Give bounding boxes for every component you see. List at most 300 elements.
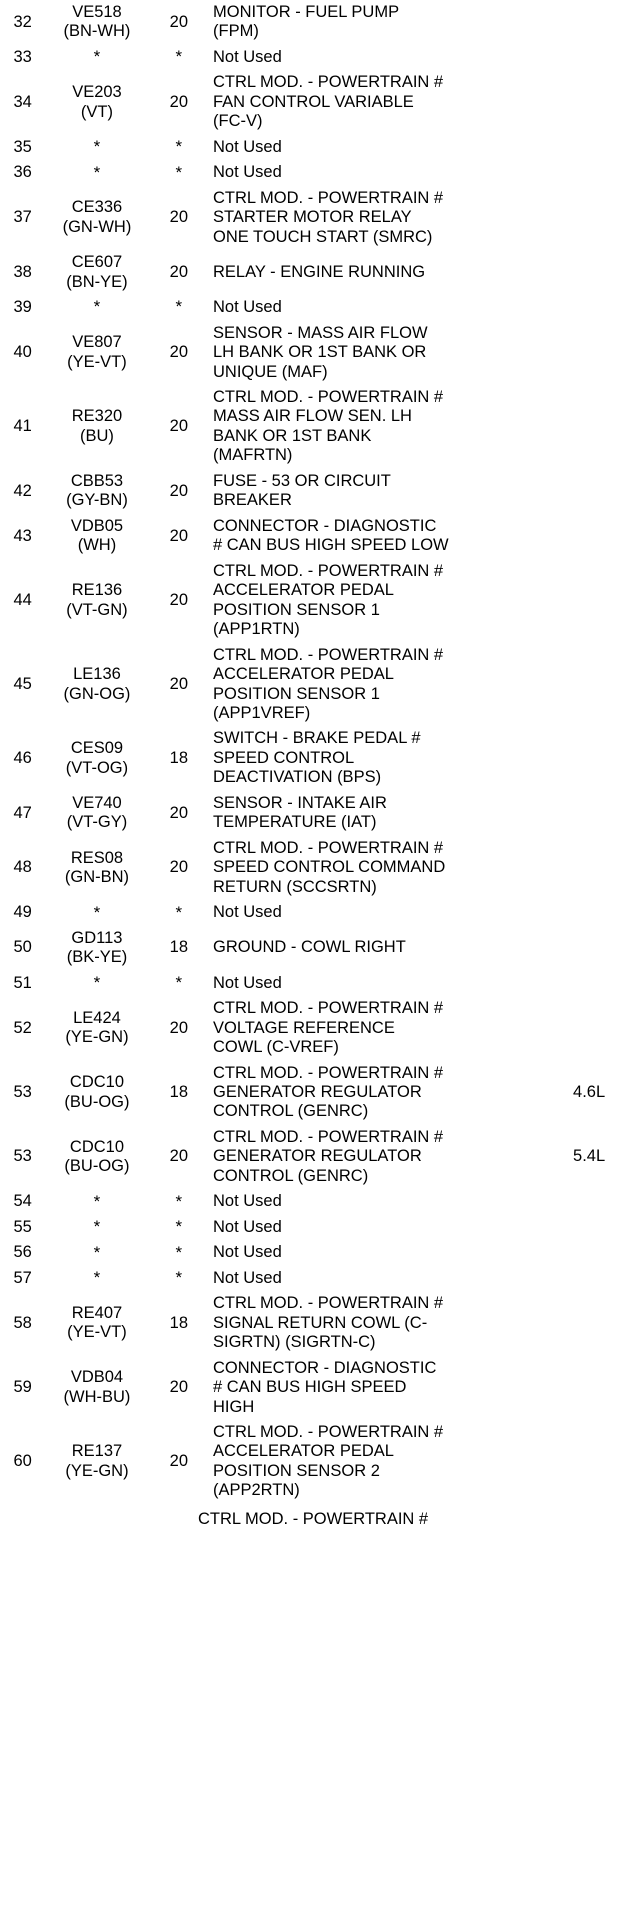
circuit-code: *: [93, 297, 101, 317]
pin-cell: [0, 726, 45, 790]
circuit-wrap: [45, 404, 148, 449]
note-cell: [571, 385, 640, 469]
note-value: [571, 305, 640, 311]
description-line: FAN CONTROL VARIABLE: [213, 92, 414, 111]
circuit-cell: [45, 836, 148, 900]
circuit-wrap: [45, 1135, 148, 1180]
description-cell: [209, 469, 571, 514]
circuit-cell: [45, 0, 148, 45]
table-row: [0, 559, 640, 643]
gauge-cell: [149, 926, 209, 971]
gauge-value: 20: [169, 1378, 189, 1397]
gauge-cell: [149, 643, 209, 727]
gauge-cell: [149, 1266, 209, 1291]
description-wrap: [209, 385, 571, 469]
description-line: CTRL MOD. - POWERTRAIN #: [213, 999, 444, 1018]
gauge-cell: [149, 70, 209, 134]
description-line: SENSOR - INTAKE AIR: [213, 793, 387, 812]
circuit-wrap: [45, 1301, 148, 1346]
pin-cell: [0, 1125, 45, 1189]
description-line: (MAFRTN): [213, 446, 293, 465]
table-row: [0, 45, 640, 70]
circuit-wrap: [45, 1070, 148, 1115]
gauge-value: 18: [169, 1082, 189, 1101]
description-wrap: [209, 186, 571, 250]
gauge-value: *: [175, 1217, 183, 1237]
description-cell: [209, 1356, 571, 1420]
circuit-cell: [45, 1266, 148, 1291]
description-line: SIGNAL RETURN COWL (C-: [213, 1313, 428, 1332]
description-cell: [209, 321, 571, 385]
description-line: Not Used: [213, 903, 282, 922]
description-line: SPEED CONTROL COMMAND: [213, 858, 446, 877]
description-line: Not Used: [213, 1192, 282, 1211]
gauge-value: *: [175, 47, 183, 67]
pin-number: 34: [13, 92, 32, 111]
circuit-color: (BU-OG): [64, 1092, 130, 1111]
gauge-value: 20: [169, 590, 189, 609]
circuit-code: VE807: [72, 333, 122, 352]
pin-number: 58: [13, 1313, 32, 1332]
note-cell: [571, 295, 640, 320]
pin-number: 35: [13, 137, 32, 156]
continuation-text: CTRL MOD. - POWERTRAIN #: [198, 1509, 429, 1528]
description-wrap: [209, 1061, 571, 1125]
description-line: Not Used: [213, 1243, 282, 1262]
description-cell: [209, 643, 571, 727]
circuit-cell: [45, 1420, 148, 1504]
gauge-value: 20: [169, 208, 189, 227]
circuit-wrap: [45, 926, 148, 971]
circuit-cell: [45, 160, 148, 185]
circuit-color: (BU-OG): [64, 1157, 130, 1176]
gauge-value: 18: [169, 938, 189, 957]
description-wrap: [209, 321, 571, 385]
table-row: [0, 1356, 640, 1420]
note-value: [571, 910, 640, 916]
pin-cell: [0, 643, 45, 727]
circuit-cell: [45, 900, 148, 925]
table-row: [0, 1291, 640, 1355]
pin-cell: [0, 926, 45, 971]
pin-number: 36: [13, 163, 32, 182]
description-line: (FC-V): [213, 112, 263, 131]
circuit-color: (BU): [80, 426, 114, 445]
gauge-cell: [149, 791, 209, 836]
circuit-cell: [45, 321, 148, 385]
circuit-color: (WH): [77, 536, 117, 555]
note-cell: [571, 1189, 640, 1214]
description-wrap: [209, 260, 571, 285]
note-value: [571, 756, 640, 762]
gauge-value: 20: [169, 262, 189, 281]
circuit-wrap: [45, 1190, 148, 1215]
gauge-value: 20: [169, 858, 189, 877]
circuit-code: VE203: [72, 83, 122, 102]
circuit-cell: [45, 469, 148, 514]
description-line: SIGRTN) (SIGRTN-C): [213, 1333, 376, 1352]
gauge-value: *: [175, 1191, 183, 1211]
note-value: [571, 424, 640, 430]
table-row: [0, 996, 640, 1060]
description-wrap: [209, 836, 571, 900]
circuit-cell: [45, 643, 148, 727]
note-value: [571, 350, 640, 356]
note-cell: [571, 1215, 640, 1240]
circuit-wrap: [45, 662, 148, 707]
circuit-cell: [45, 45, 148, 70]
table-row: [0, 791, 640, 836]
description-line: POSITION SENSOR 1: [213, 600, 380, 619]
circuit-wrap: [45, 1266, 148, 1291]
description-line: BANK OR 1ST BANK: [213, 426, 372, 445]
pin-cell: [0, 971, 45, 996]
note-cell: [571, 514, 640, 559]
gauge-cell: [149, 1240, 209, 1265]
description-line: GENERATOR REGULATOR: [213, 1082, 422, 1101]
description-line: MASS AIR FLOW SEN. LH: [213, 407, 412, 426]
description-cell: [209, 1125, 571, 1189]
description-cell: [209, 926, 571, 971]
description-cell: [209, 791, 571, 836]
circuit-code: RE407: [71, 1303, 123, 1322]
pin-number: 39: [13, 298, 32, 317]
circuit-wrap: [45, 250, 148, 295]
gauge-value: 20: [169, 343, 189, 362]
circuit-color: (YE-GN): [65, 1028, 129, 1047]
gauge-cell: [149, 1356, 209, 1420]
description-line: Not Used: [213, 47, 282, 66]
description-line: CTRL MOD. - POWERTRAIN #: [213, 1423, 444, 1441]
description-line: CTRL MOD. - POWERTRAIN #: [213, 561, 444, 580]
circuit-wrap: [45, 135, 148, 160]
gauge-cell: [149, 726, 209, 790]
pin-cell: [0, 186, 45, 250]
description-line: CONTROL (GENRC): [213, 1166, 369, 1185]
circuit-cell: [45, 1125, 148, 1189]
description-line: LH BANK OR 1ST BANK OR: [213, 343, 427, 362]
circuit-wrap: [45, 330, 148, 375]
circuit-code: LE136: [73, 665, 121, 684]
description-line: CONTROL (GENRC): [213, 1102, 369, 1121]
pin-number: 37: [13, 208, 32, 227]
description-line: SENSOR - MASS AIR FLOW: [213, 323, 428, 342]
description-wrap: [209, 791, 571, 836]
description-cell: [209, 0, 571, 45]
circuit-wrap: [45, 1215, 148, 1240]
description-line: Not Used: [213, 1217, 282, 1236]
description-line: ACCELERATOR PEDAL: [213, 1442, 394, 1461]
description-cell: [209, 514, 571, 559]
gauge-value: 18: [169, 748, 189, 767]
description-wrap: [209, 1215, 571, 1240]
description-wrap: [209, 45, 571, 70]
description-wrap: [209, 295, 571, 320]
circuit-code: RES08: [70, 848, 124, 867]
circuit-cell: [45, 1356, 148, 1420]
circuit-wrap: [45, 971, 148, 996]
description-cell: [209, 45, 571, 70]
note-value: [571, 1025, 640, 1031]
gauge-value: 20: [169, 1018, 189, 1037]
circuit-wrap: [45, 736, 148, 781]
pin-number: 44: [13, 590, 32, 609]
description-line: VOLTAGE REFERENCE: [213, 1018, 395, 1037]
description-line: Not Used: [213, 1268, 282, 1287]
description-line: (FPM): [213, 22, 259, 41]
note-cell: [571, 321, 640, 385]
description-line: CONNECTOR - DIAGNOSTIC: [213, 1358, 437, 1377]
description-line: SPEED CONTROL: [213, 748, 355, 767]
gauge-cell: [149, 0, 209, 45]
circuit-wrap: [45, 1365, 148, 1410]
note-value: [571, 215, 640, 221]
note-cell: [571, 1356, 640, 1420]
pin-cell: [0, 1240, 45, 1265]
note-value: [571, 945, 640, 951]
circuit-cell: [45, 559, 148, 643]
description-cell: [209, 900, 571, 925]
pin-number: 55: [13, 1217, 32, 1236]
circuit-wrap: [45, 0, 148, 45]
description-line: (APP1RTN): [213, 620, 300, 639]
description-cell: [209, 250, 571, 295]
gauge-cell: [149, 45, 209, 70]
gauge-value: *: [175, 297, 183, 317]
description-wrap: [209, 135, 571, 160]
description-wrap: [209, 935, 571, 960]
table-row: [0, 643, 640, 727]
description-cell: [209, 836, 571, 900]
pin-number: 53: [13, 1082, 32, 1101]
circuit-cell: [45, 514, 148, 559]
circuit-code: *: [93, 1242, 101, 1262]
table-row: [0, 385, 640, 469]
pin-number: 48: [13, 858, 32, 877]
circuit-color: (GN-WH): [62, 217, 132, 236]
pin-cell: [0, 250, 45, 295]
note-cell: [571, 135, 640, 160]
circuit-code: RE136: [71, 581, 123, 600]
gauge-value: 20: [169, 1147, 189, 1166]
description-line: ACCELERATOR PEDAL: [213, 665, 394, 684]
table-row: [0, 514, 640, 559]
circuit-color: (BK-YE): [66, 948, 128, 967]
circuit-color: (GY-BN): [66, 491, 128, 510]
table-row: [0, 1215, 640, 1240]
note-cell: [571, 996, 640, 1060]
description-line: # CAN BUS HIGH SPEED LOW: [213, 536, 449, 555]
note-cell: [571, 1240, 640, 1265]
pin-cell: [0, 0, 45, 45]
note-value: [571, 1275, 640, 1281]
table-row: [0, 70, 640, 134]
circuit-code: GD113: [71, 928, 123, 947]
circuit-code: *: [93, 162, 101, 182]
description-cell: [209, 135, 571, 160]
table-row: [0, 0, 640, 45]
description-wrap: [209, 971, 571, 996]
pin-number: 59: [13, 1378, 32, 1397]
pin-cell: [0, 1356, 45, 1420]
note-cell: [571, 791, 640, 836]
pin-cell: [0, 836, 45, 900]
gauge-cell: [149, 135, 209, 160]
gauge-cell: [149, 1291, 209, 1355]
description-line: CTRL MOD. - POWERTRAIN #: [213, 645, 444, 664]
gauge-cell: [149, 836, 209, 900]
circuit-color: (BN-YE): [66, 272, 128, 291]
pin-number: 50: [13, 938, 32, 957]
circuit-cell: [45, 250, 148, 295]
description-line: RETURN (SCCSRTN): [213, 877, 377, 896]
note-value: [571, 145, 640, 151]
description-line: Not Used: [213, 298, 282, 317]
circuit-cell: [45, 1240, 148, 1265]
description-wrap: [209, 0, 571, 45]
circuit-code: *: [93, 973, 101, 993]
description-cell: [209, 295, 571, 320]
note-value: [571, 865, 640, 871]
table-row: [0, 160, 640, 185]
pin-number: 60: [13, 1452, 32, 1471]
note-cell: [571, 0, 640, 45]
description-line: TEMPERATURE (IAT): [213, 813, 377, 832]
description-wrap: [209, 1356, 571, 1420]
note-value: [571, 810, 640, 816]
gauge-value: 20: [169, 1452, 189, 1471]
note-cell: [571, 1420, 640, 1504]
pin-number: 40: [13, 343, 32, 362]
circuit-code: VDB05: [70, 516, 124, 535]
description-line: Not Used: [213, 163, 282, 182]
circuit-color: (YE-VT): [67, 352, 127, 371]
table-row: [0, 1240, 640, 1265]
pin-cell: [0, 135, 45, 160]
circuit-wrap: [45, 80, 148, 125]
description-wrap: [209, 514, 571, 559]
description-cell: [209, 1215, 571, 1240]
gauge-cell: [149, 1061, 209, 1125]
circuit-code: *: [93, 902, 101, 922]
description-cell: [209, 385, 571, 469]
note-cell: [571, 1266, 640, 1291]
pin-number: 57: [13, 1268, 32, 1287]
gauge-cell: [149, 469, 209, 514]
circuit-color: (BN-WH): [63, 22, 131, 41]
description-wrap: [209, 1291, 571, 1355]
note-cell: [571, 160, 640, 185]
description-line: CTRL MOD. - POWERTRAIN #: [213, 1127, 444, 1146]
circuit-cell: [45, 70, 148, 134]
description-wrap: [209, 643, 571, 727]
gauge-cell: [149, 385, 209, 469]
circuit-code: VE740: [72, 793, 122, 812]
circuit-color: (YE-VT): [67, 1323, 127, 1342]
pin-cell: [0, 160, 45, 185]
note-cell: [571, 643, 640, 727]
circuit-code: CDC10: [69, 1137, 125, 1156]
pin-cell: [0, 1266, 45, 1291]
pin-number: 47: [13, 803, 32, 822]
note-value: [571, 488, 640, 494]
gauge-cell: [149, 186, 209, 250]
note-value: [571, 270, 640, 276]
pin-cell: [0, 45, 45, 70]
description-line: RELAY - ENGINE RUNNING: [213, 262, 426, 281]
description-line: Not Used: [213, 973, 282, 992]
circuit-cell: [45, 996, 148, 1060]
circuit-wrap: [45, 295, 148, 320]
gauge-cell: [149, 514, 209, 559]
note-cell: [571, 971, 640, 996]
table-row: [0, 1266, 640, 1291]
description-line: SWITCH - BRAKE PEDAL #: [213, 729, 421, 748]
pin-cell: [0, 1420, 45, 1504]
description-line: DEACTIVATION (BPS): [213, 768, 382, 787]
circuit-cell: [45, 971, 148, 996]
note-cell: [571, 45, 640, 70]
circuit-cell: [45, 135, 148, 160]
pin-cell: [0, 1061, 45, 1125]
note-value: [571, 980, 640, 986]
table-row: [0, 900, 640, 925]
circuit-color: (VT-GY): [66, 813, 128, 832]
table-row: [0, 469, 640, 514]
circuit-wrap: [45, 45, 148, 70]
circuit-cell: [45, 1291, 148, 1355]
description-wrap: [209, 1240, 571, 1265]
pin-number: 51: [13, 973, 32, 992]
circuit-code: *: [93, 1268, 101, 1288]
circuit-code: VDB04: [70, 1368, 124, 1387]
description-line: GENERATOR REGULATOR: [213, 1147, 422, 1166]
pin-number: 52: [13, 1018, 32, 1037]
note-value: [571, 598, 640, 604]
table-row: [0, 1061, 640, 1125]
gauge-value: *: [175, 973, 183, 993]
table-row: [0, 1189, 640, 1214]
description-line: ACCELERATOR PEDAL: [213, 581, 394, 600]
circuit-cell: [45, 385, 148, 469]
pin-cell: [0, 70, 45, 134]
description-cell: [209, 70, 571, 134]
circuit-wrap: [45, 901, 148, 926]
description-line: POSITION SENSOR 1: [213, 684, 380, 703]
circuit-wrap: [45, 195, 148, 240]
pin-number: 42: [13, 481, 32, 500]
pin-cell: [0, 321, 45, 385]
circuit-code: CDC10: [69, 1073, 125, 1092]
gauge-value: *: [175, 1268, 183, 1288]
circuit-color: (VT-OG): [65, 758, 129, 777]
circuit-color: (WH-BU): [63, 1387, 131, 1406]
note-value: [571, 19, 640, 25]
gauge-value: 20: [169, 12, 189, 31]
pin-number: 32: [13, 12, 32, 31]
note-cell: [571, 900, 640, 925]
gauge-value: *: [175, 137, 183, 157]
circuit-code: *: [93, 47, 101, 67]
gauge-value: 20: [169, 92, 189, 111]
description-line: CTRL MOD. - POWERTRAIN #: [213, 73, 444, 92]
circuit-code: RE137: [71, 1442, 123, 1461]
note-value: [571, 1250, 640, 1256]
circuit-code: CES09: [70, 739, 124, 758]
circuit-color: (YE-GN): [65, 1461, 129, 1480]
gauge-value: 20: [169, 526, 189, 545]
note-value: [571, 1459, 640, 1465]
